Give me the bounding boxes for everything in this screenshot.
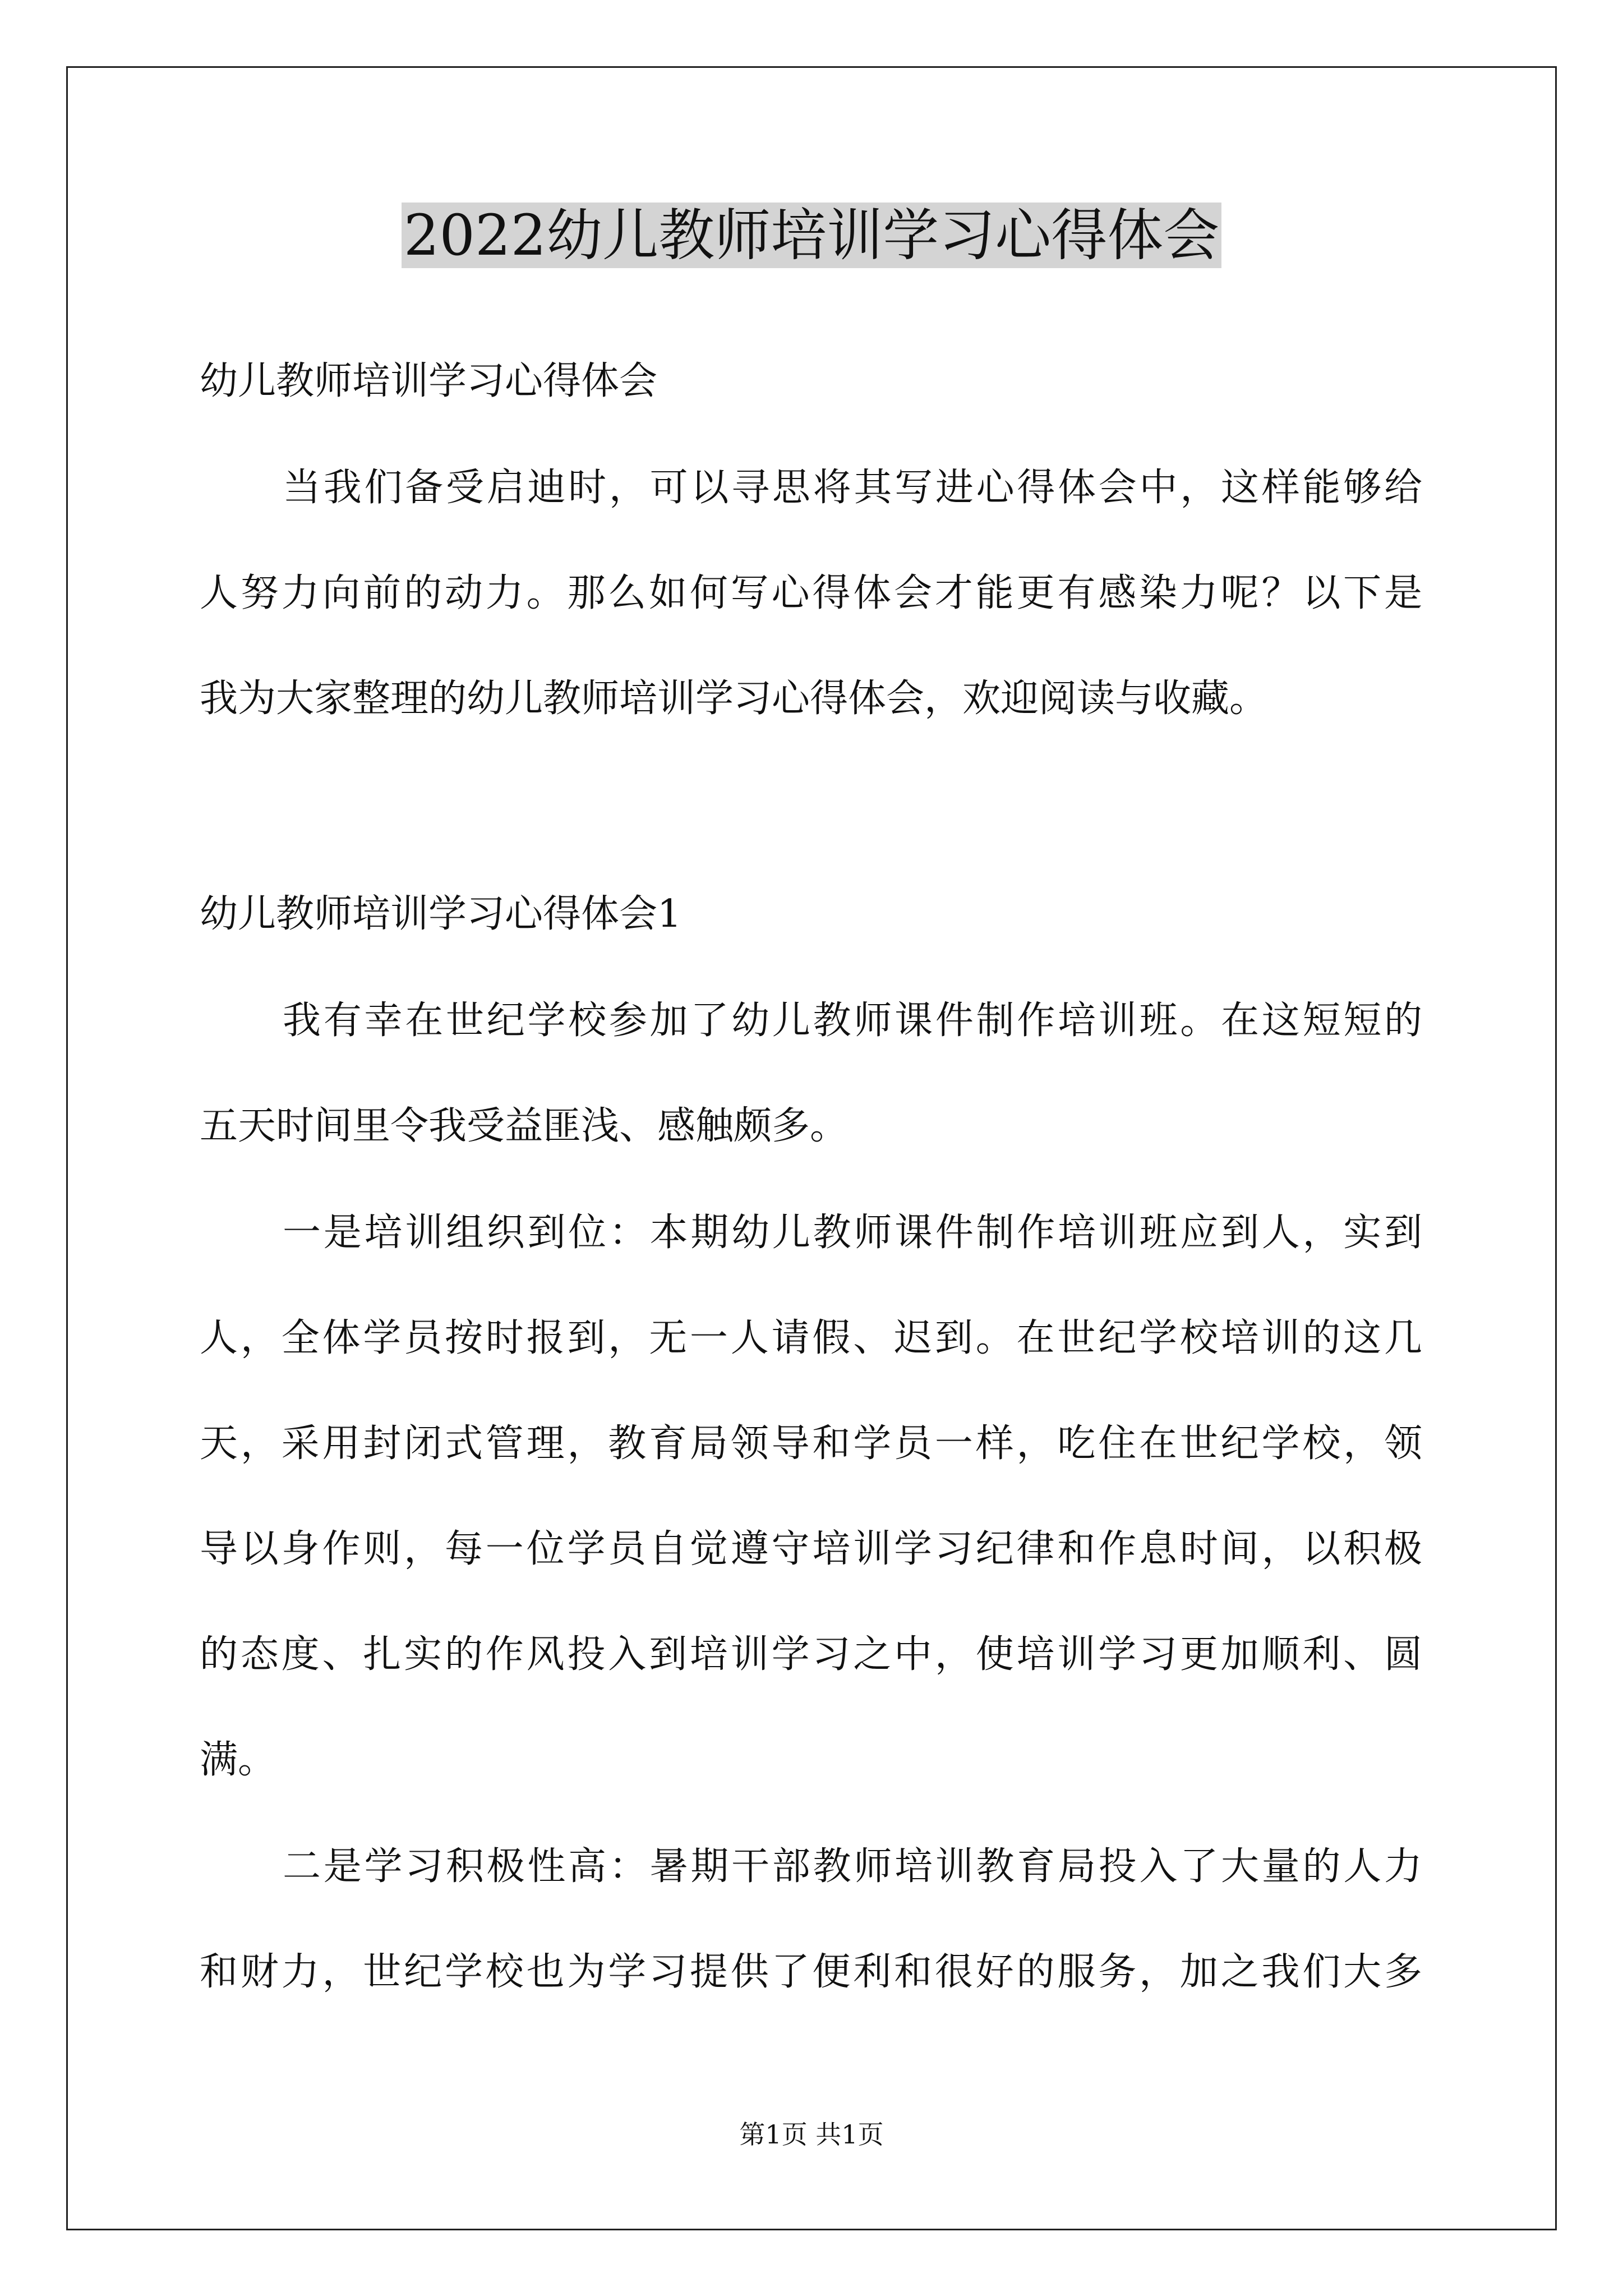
- paragraph-line: 二是学习积极性高：暑期干部教师培训教育局投入了大量的人力: [283, 1844, 1422, 1889]
- paragraph-line: 五天时间里令我受益匪浅、感触颇多。: [200, 1104, 849, 1148]
- paragraph-line: 和财力，世纪学校也为学习提供了便利和很好的服务，加之我们大多: [200, 1950, 1422, 1994]
- paragraph-line: 我为大家整理的幼儿教师培训学习心得体会，欢迎阅读与收藏。: [200, 677, 1268, 721]
- paragraph-line: 导以身作则，每一位学员自觉遵守培训学习纪律和作息时间，以积极: [200, 1527, 1422, 1571]
- paragraph-line: 人努力向前的动力。那么如何写心得体会才能更有感染力呢？以下是: [200, 571, 1422, 615]
- paragraph-line: 我有幸在世纪学校参加了幼儿教师课件制作培训班。在这短短的: [283, 999, 1422, 1043]
- section-heading: 幼儿教师培训学习心得体会: [200, 359, 658, 403]
- paragraph-line: 当我们备受启迪时，可以寻思将其写进心得体会中，这样能够给: [283, 466, 1422, 510]
- page-number-footer: 第1页 共1页: [739, 2119, 884, 2150]
- paragraph-line: 一是培训组织到位：本期幼儿教师课件制作培训班应到人，实到: [283, 1211, 1422, 1255]
- paragraph-line: 的态度、扎实的作风投入到培训学习之中，使培训学习更加顺利、圆: [200, 1632, 1422, 1677]
- paragraph-line: 满。: [200, 1738, 276, 1782]
- document-title: 2022幼儿教师培训学习心得体会: [0, 196, 1623, 275]
- paragraph-line: 天，采用封闭式管理，教育局领导和学员一样，吃住在世纪学校，领: [200, 1421, 1422, 1466]
- paragraph-line: 人，全体学员按时报到，无一人请假、迟到。在世纪学校培训的这几: [200, 1316, 1422, 1360]
- section-heading: 幼儿教师培训学习心得体会1: [200, 892, 682, 936]
